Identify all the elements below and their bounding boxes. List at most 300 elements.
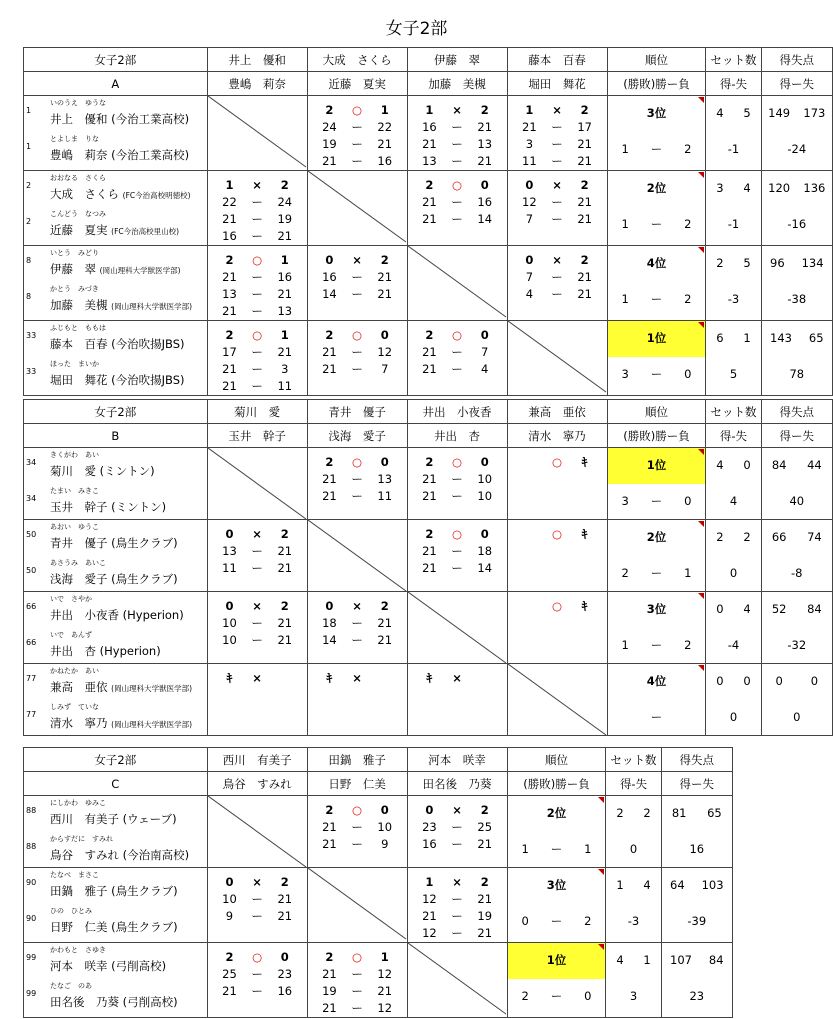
kana-reading: いで あんず <box>50 630 92 639</box>
result-mark: ○ <box>551 599 563 613</box>
seed-number: 1 <box>26 106 32 115</box>
team-cell <box>24 246 208 321</box>
player-name: 近藤 夏実 <box>50 222 108 237</box>
column-player-1: 菊川 愛 <box>207 400 307 424</box>
points-for: 81 <box>671 806 687 820</box>
comment-marker <box>698 521 704 527</box>
game-score: 21 <box>422 561 437 575</box>
player-name: 伊藤 翠 <box>50 262 96 276</box>
comment-marker <box>698 665 704 671</box>
points-against: 136 <box>803 181 826 195</box>
losses: 2 <box>684 216 692 231</box>
result-mark: ○ <box>352 103 363 117</box>
comment-marker <box>698 172 704 178</box>
game-score: 21 <box>277 345 293 359</box>
column-player-2: 田名後 乃葵 <box>407 772 507 796</box>
team-cell <box>24 592 208 664</box>
kana-reading: ひの ひとみ <box>50 906 92 915</box>
wins: 0 <box>521 913 529 928</box>
player-name: 井上 優和 <box>50 112 108 126</box>
points-diff: 0 <box>793 709 801 724</box>
kana-reading: たなご のあ <box>50 981 92 990</box>
game-score: 22 <box>377 120 393 134</box>
rank-value: 4位 <box>646 256 667 270</box>
self-match-cell <box>307 520 407 592</box>
points-against: 0 <box>810 674 819 688</box>
score-dash: ー <box>351 967 363 981</box>
sets-lost: 2 <box>280 599 289 613</box>
score-dash: ー <box>351 270 363 284</box>
sets-lost: 0 <box>480 178 489 192</box>
result-mark: ○ <box>252 328 263 342</box>
club-name: (鳥生クラブ) <box>111 884 178 898</box>
match-cell <box>307 943 407 1018</box>
game-score: 12 <box>422 892 437 906</box>
player-name: 加藤 美槻 <box>50 297 108 312</box>
sets-diff: -4 <box>727 637 740 652</box>
seed-number: 77 <box>26 674 37 683</box>
game-score: 21 <box>422 909 437 923</box>
game-score: 16 <box>377 154 393 168</box>
win-loss-dash: ー <box>650 709 663 724</box>
player-name: 田名後 乃葵 <box>50 994 119 1009</box>
club-name: (FC今治高校明徳校) <box>122 191 191 200</box>
sets-lost: 2 <box>280 178 289 192</box>
comment-marker <box>698 322 704 328</box>
seed-number: 34 <box>26 458 37 467</box>
points-header: 得失点 <box>761 48 832 72</box>
game-score: 19 <box>477 909 493 923</box>
score-dash: ー <box>451 345 463 359</box>
points-for: 149 <box>768 106 791 120</box>
sets-lost: 2 <box>580 253 589 267</box>
game-score: 16 <box>322 270 337 284</box>
points-for: 64 <box>670 878 685 892</box>
sets-won: 2 <box>425 178 434 192</box>
sets-won: 2 <box>325 803 334 817</box>
game-score: 21 <box>322 837 337 851</box>
club-name: (岡山理科大学獣医学部) <box>111 719 193 729</box>
seed-number: 33 <box>26 331 37 340</box>
points-for: 66 <box>771 530 787 544</box>
game-score: 19 <box>277 212 293 226</box>
wins: 2 <box>621 565 629 580</box>
rank-header: 順位 <box>507 748 606 772</box>
club-name: (ミントン) <box>99 464 155 478</box>
game-score: 13 <box>477 137 493 151</box>
result-mark: × <box>352 599 362 613</box>
game-score: 21 <box>277 616 293 630</box>
game-score: 14 <box>322 287 337 301</box>
seed-number: 99 <box>26 953 37 962</box>
match-cell <box>407 171 507 246</box>
kana-reading: こんどう なつみ <box>50 209 106 218</box>
game-score: 13 <box>377 472 393 486</box>
sets-won: 2 <box>325 328 334 342</box>
score-dash: ー <box>351 120 363 134</box>
club-name: (岡山理科大学獣医学部) <box>111 301 193 311</box>
points-diff: 23 <box>689 988 705 1003</box>
column-player-1: 河本 咲幸 <box>407 748 507 772</box>
sets-won: 0 <box>525 253 534 267</box>
score-dash: ー <box>451 561 463 575</box>
sets-against: 1 <box>643 953 651 967</box>
sets-lost: 0 <box>480 527 489 541</box>
game-score: 21 <box>322 967 337 981</box>
match-cell <box>507 246 607 321</box>
result-mark: × <box>252 599 262 613</box>
score-dash: ー <box>451 212 463 226</box>
score-dash: ー <box>551 212 563 226</box>
match-cell <box>307 321 407 396</box>
game-score: 21 <box>422 472 437 486</box>
club-name: (FC今治高校里山校) <box>111 226 180 236</box>
score-dash: ー <box>251 616 263 630</box>
self-match-cell <box>507 664 607 736</box>
game-score: 10 <box>222 892 237 906</box>
score-dash: ー <box>451 154 463 168</box>
sets-lost: 2 <box>580 103 589 117</box>
points-against: 65 <box>707 806 722 820</box>
score-dash: ー <box>251 304 263 318</box>
game-score: 4 <box>525 287 534 301</box>
sets-won: 0 <box>225 599 234 613</box>
game-score: 24 <box>277 195 293 209</box>
result-mark: × <box>452 103 462 117</box>
game-score: 21 <box>422 345 437 359</box>
sets-lost: 0 <box>380 328 389 342</box>
game-score: 23 <box>277 967 293 981</box>
group-letter: A <box>24 72 208 96</box>
game-score: 21 <box>322 1001 337 1015</box>
kana-reading: おおなる さくら <box>50 174 106 182</box>
result-mark: ○ <box>352 803 363 817</box>
club-name: (ミントン) <box>111 499 167 514</box>
losses: 1 <box>684 565 692 580</box>
player-name: 豊嶋 莉奈 <box>50 147 108 162</box>
points-for: 84 <box>771 458 787 472</box>
game-score: 14 <box>477 212 493 226</box>
diagonal-line <box>408 592 507 663</box>
result-mark: × <box>452 875 462 889</box>
game-score: 21 <box>277 633 293 647</box>
column-player-1: 藤本 百春 <box>507 48 607 72</box>
sets-lost: 1 <box>380 950 389 964</box>
self-match-cell <box>207 796 307 868</box>
game-score: 21 <box>477 926 493 940</box>
score-dash: ー <box>251 967 263 981</box>
rank-subheader: (勝敗)勝ー負 <box>607 424 706 448</box>
wins: 1 <box>621 216 629 231</box>
result-mark: × <box>552 178 562 192</box>
sets-for: 4 <box>616 953 624 967</box>
rank-cell <box>607 520 706 592</box>
sets-diff: -1 <box>727 141 740 156</box>
match-cell <box>207 246 307 321</box>
sets-for: 0 <box>716 602 724 616</box>
seed-number: 2 <box>26 181 32 190</box>
win-loss-dash: ー <box>650 366 663 381</box>
diagonal-line <box>208 448 307 519</box>
score-dash: ー <box>251 892 263 906</box>
game-score: 13 <box>222 287 237 301</box>
score-dash: ー <box>551 195 563 209</box>
win-loss-dash: ー <box>550 913 563 928</box>
win-loss-dash: ー <box>650 637 663 652</box>
kana-reading: からすだに すみれ <box>50 834 113 843</box>
game-score: 14 <box>477 561 493 575</box>
game-score: 21 <box>577 212 592 226</box>
team-cell <box>24 520 208 592</box>
game-score: 13 <box>277 304 293 318</box>
column-player-1: 井上 優和 <box>207 48 307 72</box>
game-score: 21 <box>422 137 437 151</box>
points-cell <box>661 943 732 1018</box>
player-name: 西川 有美子 <box>50 812 119 826</box>
score-dash: ー <box>351 345 363 359</box>
sets-lost: 0 <box>480 455 489 469</box>
result-mark: ○ <box>551 455 563 469</box>
game-score: 21 <box>477 154 493 168</box>
score-dash: ー <box>251 379 263 393</box>
game-score: 21 <box>322 489 337 503</box>
points-cell <box>661 796 732 868</box>
game-score: 7 <box>525 270 534 284</box>
sets-cell <box>606 868 661 943</box>
kana-reading: ほった まいか <box>50 359 99 368</box>
score-dash: ー <box>351 820 363 834</box>
seed-number: 50 <box>26 530 37 539</box>
sets-cell <box>706 592 761 664</box>
match-cell <box>507 520 607 592</box>
sets-lost <box>271 670 299 687</box>
result-mark: ○ <box>452 527 463 541</box>
rank-value: 1位 <box>608 448 706 484</box>
score-dash: ー <box>451 195 463 209</box>
rank-value: 2位 <box>546 806 567 820</box>
seed-number: 99 <box>26 988 37 998</box>
diagonal-line <box>308 171 407 245</box>
game-score: 21 <box>222 379 237 393</box>
club-name: (Hyperion) <box>99 643 161 658</box>
points-header: 得失点 <box>661 748 732 772</box>
points-diff: -16 <box>787 216 807 231</box>
diagonal-line <box>308 868 407 942</box>
team-cell <box>24 796 208 868</box>
points-diff: 78 <box>789 366 805 381</box>
match-cell <box>407 448 507 520</box>
match-cell <box>207 664 307 736</box>
sets-won: 1 <box>425 103 434 117</box>
game-score: 9 <box>225 909 234 923</box>
player-name: 田鍋 雅子 <box>50 884 108 898</box>
player-name: 河本 咲幸 <box>50 959 108 973</box>
column-player-1: 井出 小夜香 <box>407 400 507 424</box>
game-score: 21 <box>577 195 592 209</box>
comment-marker <box>598 797 604 803</box>
result-mark: ○ <box>352 950 363 964</box>
player-name: 浅海 愛子 <box>50 571 108 586</box>
sets-cell <box>706 96 761 171</box>
team-cell <box>24 171 208 246</box>
sets-header: セット数 <box>706 48 761 72</box>
sets-against: 5 <box>743 106 751 120</box>
sets-lost: 2 <box>380 253 389 267</box>
seed-number: 2 <box>26 216 32 226</box>
win-loss-dash: ー <box>650 493 663 508</box>
sets-against: 1 <box>743 331 751 345</box>
game-score: 11 <box>222 561 237 575</box>
win-loss-dash: ー <box>650 291 663 306</box>
score-dash: ー <box>251 909 263 923</box>
game-score: 10 <box>222 616 237 630</box>
game-score: 21 <box>222 304 237 318</box>
group-letter: B <box>24 424 208 448</box>
result-mark: × <box>252 671 262 685</box>
column-player-2: 日野 仁美 <box>307 772 407 796</box>
points-diff: 40 <box>789 493 805 508</box>
match-cell <box>507 96 607 171</box>
score-dash: ー <box>351 489 363 503</box>
game-score: 21 <box>222 984 237 998</box>
sets-won: 2 <box>325 103 334 117</box>
rank-cell <box>607 592 706 664</box>
game-score: 21 <box>222 270 237 284</box>
sets-won: 0 <box>525 178 534 192</box>
result-mark: × <box>552 103 562 117</box>
game-score: 16 <box>422 837 437 851</box>
comment-marker <box>698 449 704 455</box>
column-player-2: 井出 杏 <box>407 424 507 448</box>
score-dash: ー <box>351 287 363 301</box>
game-score: 12 <box>377 1001 393 1015</box>
game-score: 21 <box>277 561 293 575</box>
self-match-cell <box>407 246 507 321</box>
sets-lost: 0 <box>280 950 289 964</box>
points-cell <box>761 520 832 592</box>
sets-lost: 2 <box>380 599 389 613</box>
game-score: 12 <box>522 195 537 209</box>
score-dash: ー <box>351 362 363 376</box>
club-name: (ウェーブ) <box>122 812 177 826</box>
rank-cell <box>607 448 706 520</box>
wins: 3 <box>621 366 629 381</box>
sets-won: 2 <box>225 950 234 964</box>
match-cell <box>507 448 607 520</box>
sets-against: 4 <box>643 878 651 892</box>
sets-won: 0 <box>325 599 334 613</box>
sets-for: 2 <box>716 530 724 544</box>
sets-cell <box>706 448 761 520</box>
sets-won: 2 <box>225 328 234 342</box>
game-score: 21 <box>277 229 293 243</box>
seed-number: 33 <box>26 366 37 376</box>
result-mark: ○ <box>452 455 463 469</box>
game-score: 21 <box>377 984 393 998</box>
player-name: 大成 さくら <box>50 187 119 201</box>
rank-header: 順位 <box>607 48 706 72</box>
sets-won <box>516 526 544 543</box>
sets-won: ｷ <box>426 671 433 685</box>
sets-won: 2 <box>225 253 234 267</box>
result-mark: ○ <box>252 253 263 267</box>
sets-won: 1 <box>525 103 534 117</box>
game-score: 24 <box>322 120 337 134</box>
win-loss-dash: ー <box>550 988 563 1003</box>
column-player-1: 伊藤 翠 <box>407 48 507 72</box>
score-dash: ー <box>351 1001 363 1015</box>
score-dash: ー <box>251 229 263 243</box>
game-score: 21 <box>577 154 592 168</box>
score-dash: ー <box>451 362 463 376</box>
game-score: 9 <box>381 837 389 851</box>
sets-diff: -3 <box>627 913 640 928</box>
rank-cell <box>507 943 606 1018</box>
club-name: (今治吹揚JBS) <box>111 372 185 387</box>
score-dash: ー <box>251 345 263 359</box>
game-score: 12 <box>377 345 393 359</box>
score-dash: ー <box>351 137 363 151</box>
match-cell <box>307 448 407 520</box>
column-player-2: 堀田 舞花 <box>507 72 607 96</box>
player-name: 菊川 愛 <box>50 464 96 478</box>
sets-diff: 3 <box>629 988 638 1003</box>
rank-value: 1位 <box>508 943 606 979</box>
diagonal-line <box>508 321 607 395</box>
sets-cell <box>706 321 761 396</box>
losses: 0 <box>684 493 692 508</box>
game-score: 3 <box>525 137 534 151</box>
game-score: 21 <box>477 892 493 906</box>
points-subheader: 得ー失 <box>661 772 732 796</box>
match-cell <box>507 171 607 246</box>
sets-for: 6 <box>716 331 724 345</box>
sets-for: 2 <box>716 256 724 270</box>
sets-against: 4 <box>743 602 751 616</box>
match-cell <box>207 868 307 943</box>
losses: 2 <box>684 637 692 652</box>
score-dash: ー <box>351 633 363 647</box>
rank-value: 4位 <box>646 674 667 688</box>
score-dash: ー <box>351 837 363 851</box>
score-dash: ー <box>451 137 463 151</box>
self-match-cell <box>207 448 307 520</box>
sets-for: 3 <box>716 181 724 195</box>
rank-cell <box>607 171 706 246</box>
sets-diff: -3 <box>727 291 740 306</box>
match-cell <box>307 796 407 868</box>
kana-reading: かとう みづき <box>50 284 99 293</box>
sets-cell <box>706 664 761 736</box>
game-score: 21 <box>322 472 337 486</box>
game-score: 7 <box>481 345 489 359</box>
sets-lost: 2 <box>480 875 489 889</box>
seed-number: 88 <box>26 806 37 815</box>
player-name: 井出 小夜香 <box>50 608 119 622</box>
score-dash: ー <box>451 909 463 923</box>
result-mark: ○ <box>551 527 563 541</box>
game-score: 16 <box>422 120 437 134</box>
sets-diff: 0 <box>629 841 638 856</box>
player-name: 堀田 舞花 <box>50 372 108 387</box>
sets-lost: ｷ <box>581 455 588 469</box>
sets-for: 0 <box>716 674 724 688</box>
column-player-2: 鳥谷 すみれ <box>207 772 307 796</box>
score-dash: ー <box>351 616 363 630</box>
score-dash: ー <box>251 212 263 226</box>
sets-header: セット数 <box>606 748 661 772</box>
result-mark: ○ <box>352 328 363 342</box>
